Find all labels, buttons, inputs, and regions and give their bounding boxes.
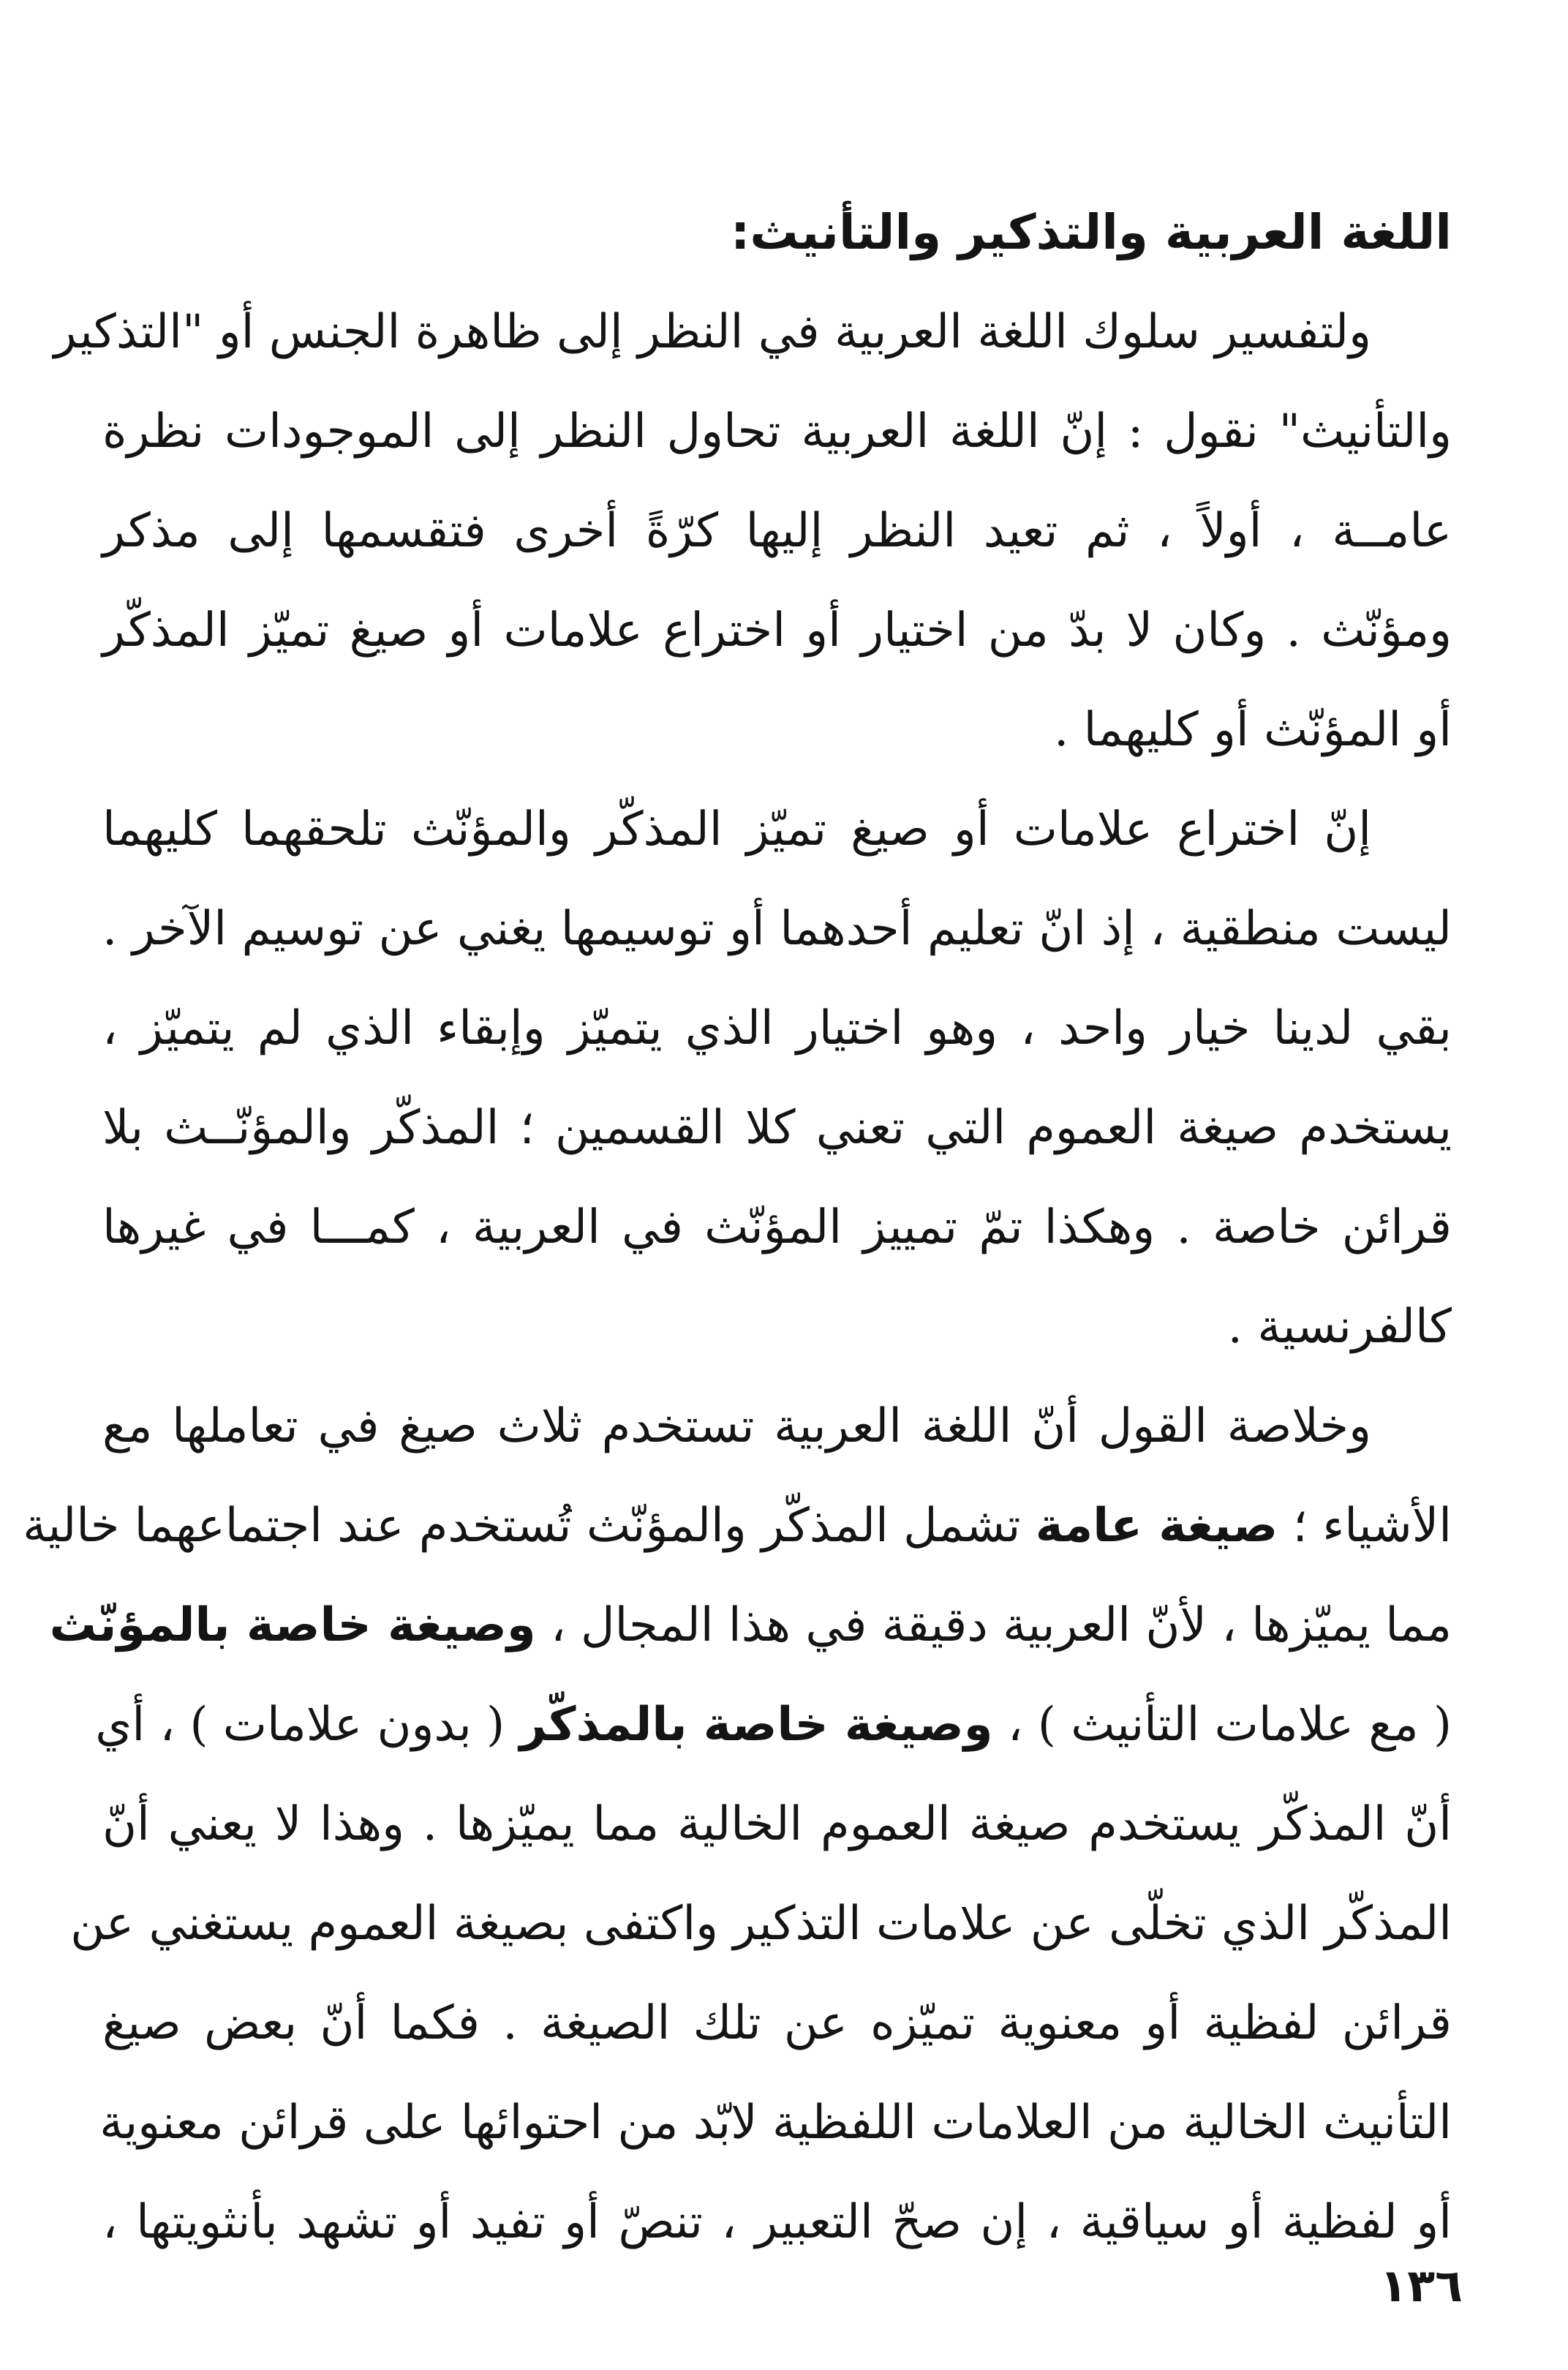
bold-phrase: وصيغة خاصة بالمؤنّث	[49, 1598, 536, 1652]
text-line: أو المؤنّث أو كليهما .	[1053, 703, 1452, 757]
bold-phrase: صيغة عامة	[1035, 1499, 1278, 1553]
text-line: قرائن خاصة . وهكذا تمّ تمييز المؤنّث في العربية ، كمـــا في غيرها	[102, 1200, 1452, 1254]
text-line: ومؤنّث . وكان لا بدّ من اختيار أو اختراع علامات أو صيغ تميّز المذكّر	[102, 603, 1452, 658]
text-line: مما يميّزها ، لأنّ العربية دقيقة في هذا المجال ، وصيغة خاصة بالمؤنّث	[49, 1598, 1452, 1652]
text-line: ( مع علامات التأنيث ) ، وصيغة خاصة بالمذكّر ( بدون علامات ) ، أي	[95, 1698, 1452, 1752]
section-heading: اللغة العربية والتذكير والتأنيث:	[730, 204, 1452, 260]
bold-phrase: وصيغة خاصة بالمذكّر	[519, 1698, 993, 1752]
text-line: الأشياء ؛ صيغة عامة تشمل المذكّر والمؤنّث تُستخدم عند اجتماعهما خالية	[23, 1499, 1452, 1553]
text-line: عامــة ، أولاً ، ثم تعيد النظر إليها كرّةً أخرى فتقسمها إلى مذكر	[102, 504, 1452, 558]
text-line: ولتفسير سلوك اللغة العربية في النظر إلى ظاهرة الجنس أو "التذكير	[53, 305, 1371, 359]
text-block	[23, 183, 1452, 2272]
text-line: كالفرنسية .	[1227, 1300, 1452, 1354]
text-line: وخلاصة القول أنّ اللغة العربية تستخدم ثلاث صيغ في تعاملها مع	[102, 1399, 1371, 1453]
text-line: إنّ اختراع علامات أو صيغ تميّز المذكّر والمؤنّث تلحقهما كليهما	[102, 802, 1372, 857]
text-line: قرائن لفظية أو معنوية تميّزه عن تلك الصيغة . فكما أنّ بعض صيغ	[102, 1996, 1452, 2050]
page-number: ١٣٦	[1379, 2259, 1463, 2312]
text-line: بقي لدينا خيار واحد ، وهو اختيار الذي يتميّز وإبقاء الذي لم يتميّز ،	[102, 1001, 1452, 1056]
text-line: المذكّر الذي تخلّى عن علامات التذكير واكتفى بصيغة العموم يستغني عن	[70, 1897, 1452, 1951]
text-line: والتأنيث" نقول : إنّ اللغة العربية تحاول النظر إلى الموجودات نظرة	[102, 405, 1452, 459]
text-line: أو لفظية أو سياقية ، إن صحّ التعبير ، تنصّ أو تفيد أو تشهد بأنثويتها ،	[102, 2195, 1452, 2249]
text-line: أنّ المذكّر يستخدم صيغة العموم الخالية مما يميّزها . وهذا لا يعني أنّ	[102, 1797, 1452, 1851]
text-line: التأنيث الخالية من العلامات اللفظية لابّد من احتوائها على قرائن معنوية	[99, 2096, 1452, 2150]
text-line: ليست منطقية ، إذ انّ تعليم أحدهما أو توسيمها يغني عن توسيم الآخر .	[102, 902, 1452, 956]
text-line: يستخدم صيغة العموم التي تعني كلا القسمين ؛ المذكّر والمؤنّــث بلا	[102, 1101, 1452, 1155]
